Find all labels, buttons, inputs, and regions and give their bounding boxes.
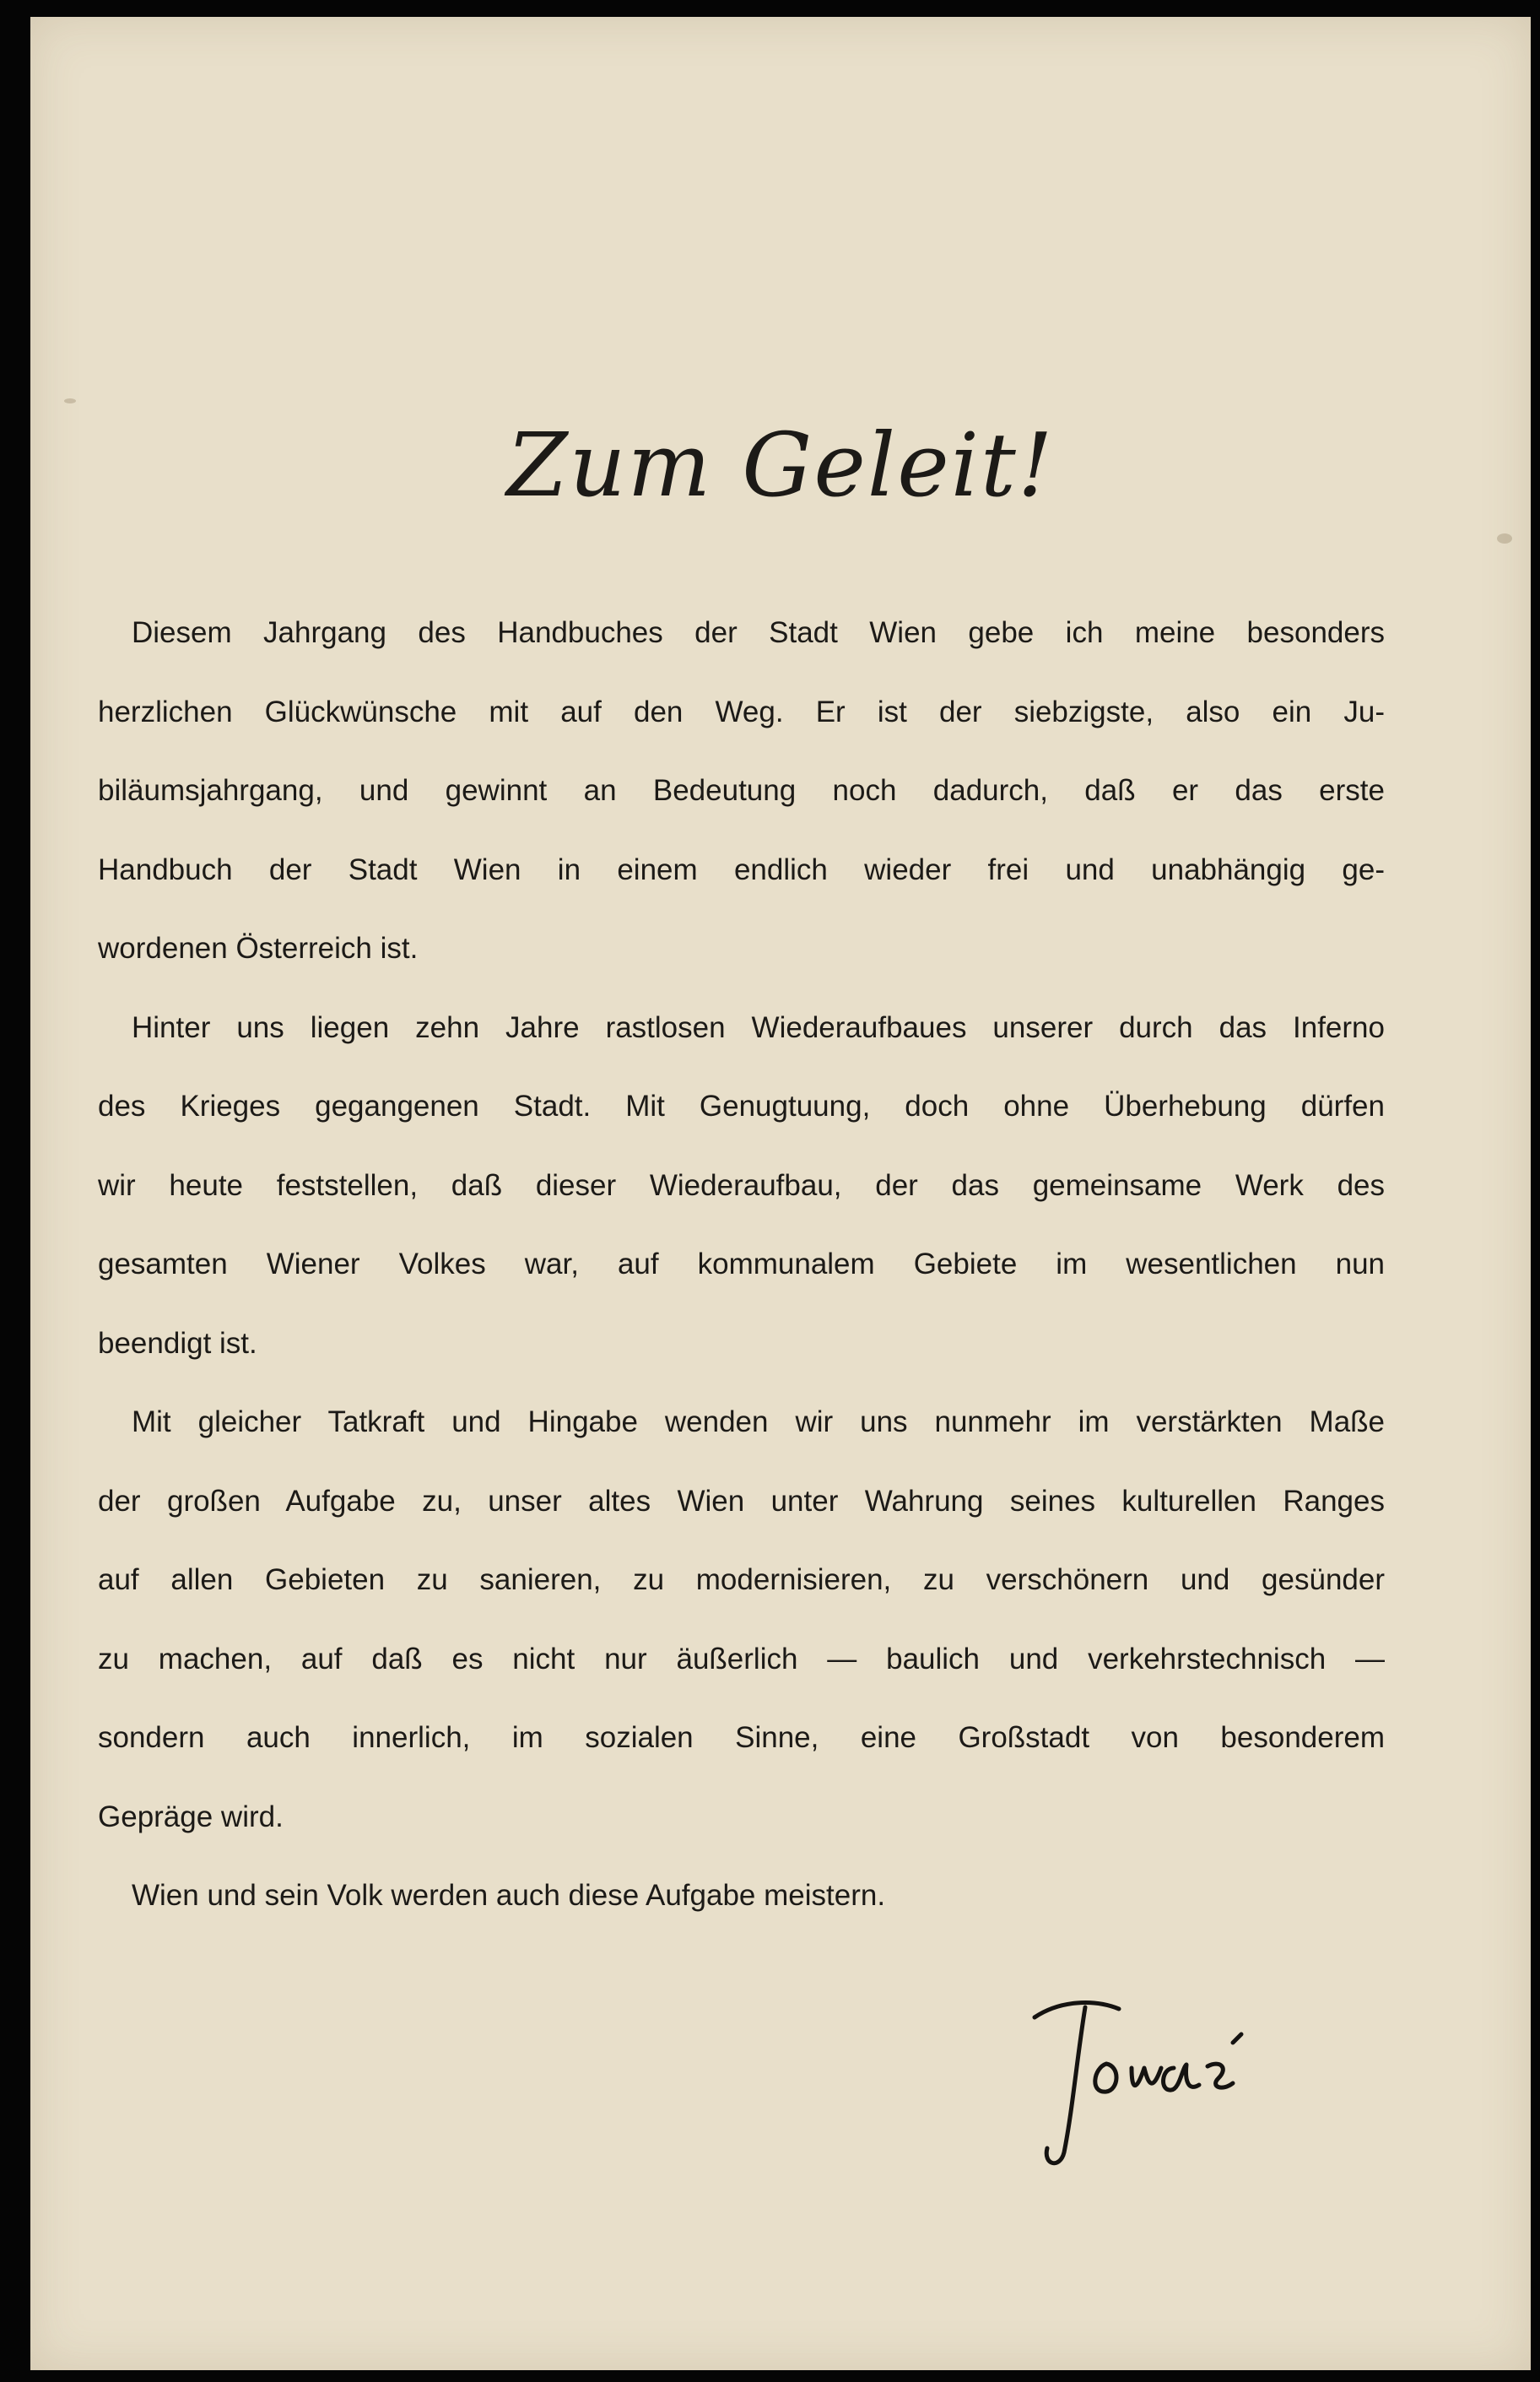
text-line: Gepräge wird.: [98, 1800, 284, 1833]
text-line: sondern auch innerlich, im sozialen Sinne, eine Großstadt von besonderem: [98, 1721, 1385, 1754]
page-title: Zum Geleit!: [506, 414, 1055, 517]
text-line: Handbuch der Stadt Wien in einem endlich wieder frei und unabhängig ge-: [98, 853, 1385, 886]
letter-body: [98, 593, 1385, 1935]
text-line: Wien und sein Volk werden auch diese Aufgabe meistern.: [132, 1879, 886, 1912]
paragraph: [98, 988, 1385, 1383]
paper-spot: [1497, 533, 1512, 544]
text-line: zu machen, auf daß es nicht nur äußerlich — baulich und verkehrstechnisch —: [98, 1642, 1385, 1676]
paragraph: [98, 593, 1385, 988]
text-line: wir heute feststellen, daß dieser Wiederaufbau, der das gemeinsame Werk des: [98, 1168, 1385, 1202]
text-line: Hinter uns liegen zehn Jahre rastlosen Wiederaufbaues unserer durch das Inferno: [132, 1010, 1385, 1044]
text-line: auf allen Gebieten zu sanieren, zu modernisieren, zu verschönern und gesünder: [98, 1563, 1385, 1596]
text-line: Mit gleicher Tatkraft und Hingabe wenden wir uns nunmehr im verstärkten Maße: [132, 1405, 1385, 1438]
text-line: biläumsjahrgang, und gewinnt an Bedeutung noch dadurch, daß er das erste: [98, 774, 1385, 807]
text-line: beendigt ist.: [98, 1326, 257, 1360]
signature-image: [1026, 1984, 1296, 2178]
paragraph: [98, 1856, 1385, 1935]
text-line: gesamten Wiener Volkes war, auf kommunalem Gebiete im wesentlichen nun: [98, 1248, 1385, 1280]
text-line: des Krieges gegangenen Stadt. Mit Genugtuung, doch ohne Überhebung dürfen: [98, 1090, 1385, 1123]
text-line: herzlichen Glückwünsche mit auf den Weg. Er ist der siebzigste, also ein Ju-: [98, 695, 1385, 728]
text-line: wordenen Österreich ist.: [98, 932, 419, 965]
document-page: [30, 17, 1531, 2370]
text-line: der großen Aufgabe zu, unser altes Wien unter Wahrung seines kulturellen Ranges: [98, 1484, 1385, 1518]
text-line: Diesem Jahrgang des Handbuches der Stadt Wien gebe ich meine besonders: [132, 616, 1385, 649]
paper-spot: [64, 398, 76, 403]
paragraph: [98, 1383, 1385, 1856]
